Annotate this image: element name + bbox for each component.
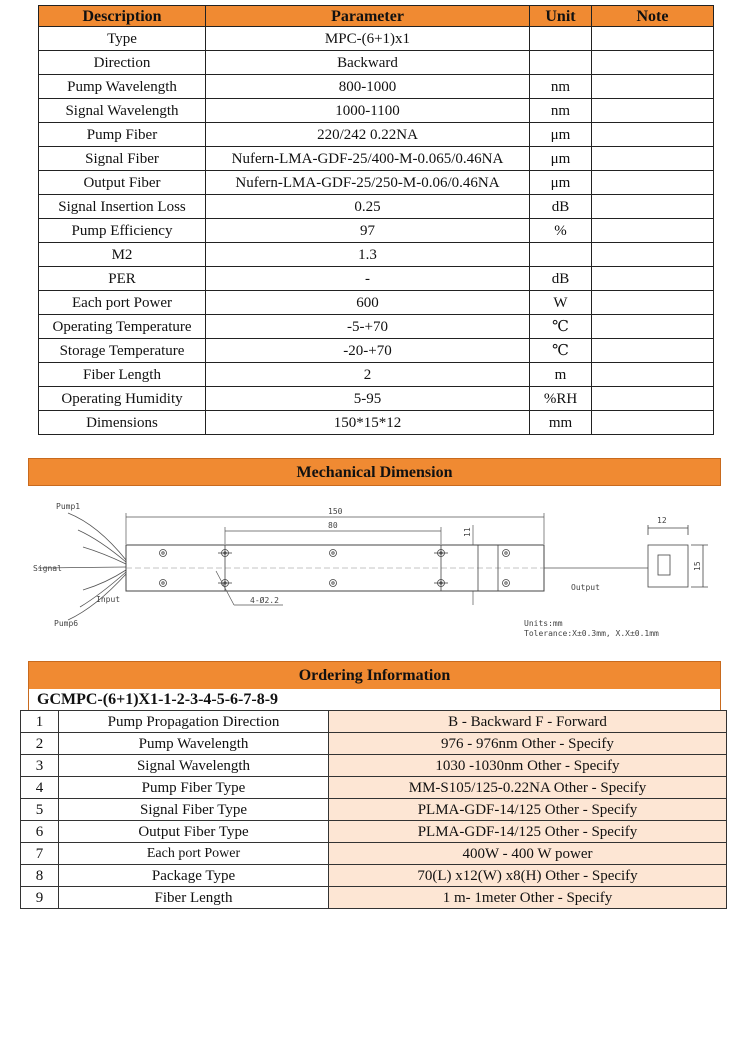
ordering-field: Signal Wavelength [59,755,329,777]
ordering-row [21,711,727,733]
spec-unit: W [530,291,592,315]
spec-note [592,123,714,147]
ordering-row [21,843,727,865]
spec-unit [530,243,592,267]
ordering-options: MM-S105/125-0.22NA Other - Specify [329,777,727,799]
mechanical-dimension-title: Mechanical Dimension [28,458,721,486]
spec-parameter: 1.3 [206,243,530,267]
units-note: Units:mm [524,619,563,628]
spec-description: Pump Efficiency [39,219,206,243]
ordering-index: 8 [21,865,59,887]
spec-note [592,147,714,171]
spec-description: Direction [39,51,206,75]
ordering-field: Each port Power [59,843,329,865]
spec-unit: ℃ [530,339,592,363]
header-description: Description [39,6,206,27]
spec-note [592,171,714,195]
spec-parameter: Backward [206,51,530,75]
spec-row [39,315,714,339]
ordering-options: 1030 -1030nm Other - Specify [329,755,727,777]
spec-parameter: 5-95 [206,387,530,411]
hole-callout: 4-Ø2.2 [250,596,279,605]
spec-row [39,75,714,99]
spec-parameter: MPC-(6+1)x1 [206,27,530,51]
label-input: Input [96,595,121,604]
spec-row [39,243,714,267]
spec-parameter: -20-+70 [206,339,530,363]
spec-parameter: 2 [206,363,530,387]
dimension-150: 150 [328,507,343,516]
spec-unit: ℃ [530,315,592,339]
spec-note [592,387,714,411]
spec-description: Operating Temperature [39,315,206,339]
ordering-field: Pump Propagation Direction [59,711,329,733]
spec-note [592,291,714,315]
header-parameter: Parameter [206,6,530,27]
spec-unit: μm [530,147,592,171]
ordering-row [21,865,727,887]
spec-row [39,339,714,363]
spec-unit: μm [530,171,592,195]
spec-note [592,219,714,243]
dimension-80: 80 [328,521,338,530]
ordering-field: Fiber Length [59,887,329,909]
ordering-row [21,799,727,821]
ordering-options: 70(L) x12(W) x8(H) Other - Specify [329,865,727,887]
spec-description: Each port Power [39,291,206,315]
spec-row [39,147,714,171]
spec-note [592,243,714,267]
spec-unit: % [530,219,592,243]
ordering-options: 1 m- 1meter Other - Specify [329,887,727,909]
ordering-index: 7 [21,843,59,865]
spec-parameter: 800-1000 [206,75,530,99]
spec-description: Output Fiber [39,171,206,195]
spec-row [39,195,714,219]
ordering-options: PLMA-GDF-14/125 Other - Specify [329,821,727,843]
spec-parameter: Nufern-LMA-GDF-25/250-M-0.06/0.46NA [206,171,530,195]
spec-row [39,267,714,291]
spec-row [39,27,714,51]
spec-parameter: 220/242 0.22NA [206,123,530,147]
spec-parameter: 1000-1100 [206,99,530,123]
spec-note [592,75,714,99]
spec-unit: μm [530,123,592,147]
ordering-information-title: Ordering Information [28,661,721,689]
ordering-field: Pump Fiber Type [59,777,329,799]
spec-parameter: - [206,267,530,291]
spec-row [39,219,714,243]
spec-unit: %RH [530,387,592,411]
spec-note [592,363,714,387]
spec-description: Signal Wavelength [39,99,206,123]
ordering-field: Package Type [59,865,329,887]
spec-parameter: Nufern-LMA-GDF-25/400-M-0.065/0.46NA [206,147,530,171]
dimension-15: 15 [693,561,702,571]
ordering-code: GCMPC-(6+1)X1-1-2-3-4-5-6-7-8-9 [28,689,721,710]
ordering-row [21,755,727,777]
ordering-index: 9 [21,887,59,909]
tolerance-note: Tolerance:X±0.3mm, X.X±0.1mm [524,629,659,638]
ordering-index: 3 [21,755,59,777]
spec-description: Signal Fiber [39,147,206,171]
label-signal: Signal [33,564,62,573]
ordering-options: B - Backward F - Forward [329,711,727,733]
spec-unit: m [530,363,592,387]
spec-parameter: 97 [206,219,530,243]
spec-note [592,99,714,123]
spec-parameter: 0.25 [206,195,530,219]
spec-note [592,27,714,51]
ordering-index: 4 [21,777,59,799]
spec-row [39,387,714,411]
ordering-row [21,887,727,909]
spec-note [592,339,714,363]
mechanical-drawing [28,495,721,645]
spec-row [39,171,714,195]
spec-note [592,315,714,339]
spec-header-row [39,6,714,27]
label-pump1: Pump1 [56,502,81,511]
spec-table [38,5,714,435]
ordering-row [21,777,727,799]
spec-row [39,51,714,75]
spec-description: Dimensions [39,411,206,435]
spec-description: Storage Temperature [39,339,206,363]
spec-row [39,291,714,315]
ordering-section [20,689,726,909]
spec-unit: nm [530,75,592,99]
spec-row [39,123,714,147]
ordering-options: 976 - 976nm Other - Specify [329,733,727,755]
spec-parameter: 600 [206,291,530,315]
ordering-field: Pump Wavelength [59,733,329,755]
spec-description: M2 [39,243,206,267]
ordering-index: 6 [21,821,59,843]
spec-note [592,195,714,219]
spec-description: Pump Wavelength [39,75,206,99]
spec-note [592,411,714,435]
ordering-field: Signal Fiber Type [59,799,329,821]
spec-parameter: -5-+70 [206,315,530,339]
spec-parameter: 150*15*12 [206,411,530,435]
ordering-index: 1 [21,711,59,733]
spec-description: Type [39,27,206,51]
spec-unit [530,27,592,51]
ordering-field: Output Fiber Type [59,821,329,843]
spec-description: Operating Humidity [39,387,206,411]
ordering-options: 400W - 400 W power [329,843,727,865]
header-note: Note [592,6,714,27]
dimension-11: 11 [463,527,472,537]
spec-unit: nm [530,99,592,123]
spec-unit: mm [530,411,592,435]
header-unit: Unit [530,6,592,27]
dimension-12: 12 [657,516,667,525]
side-view [648,525,708,587]
label-pump6: Pump6 [54,619,79,628]
ordering-index: 5 [21,799,59,821]
spec-description: Pump Fiber [39,123,206,147]
spec-description: Fiber Length [39,363,206,387]
spec-row [39,363,714,387]
spec-row [39,99,714,123]
label-output: Output [571,583,600,592]
spec-row [39,411,714,435]
ordering-table [20,710,727,909]
spec-description: Signal Insertion Loss [39,195,206,219]
ordering-row [21,733,727,755]
spec-unit: dB [530,195,592,219]
spec-note [592,267,714,291]
spec-note [592,51,714,75]
spec-unit [530,51,592,75]
ordering-options: PLMA-GDF-14/125 Other - Specify [329,799,727,821]
ordering-row [21,821,727,843]
spec-description: PER [39,267,206,291]
ordering-index: 2 [21,733,59,755]
spec-unit: dB [530,267,592,291]
